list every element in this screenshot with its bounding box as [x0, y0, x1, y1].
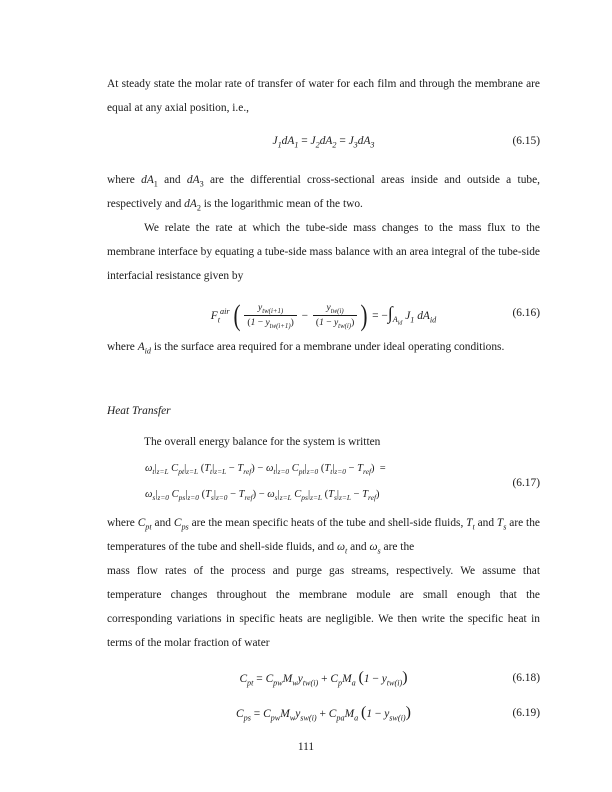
equation-number: (6.18) — [512, 672, 540, 684]
equation-line-2: $\omega_s|_{z=0}$ $C_{ps}|_{z=0}$ $(T_s|_{z=0} - T_{ref}) - \omega_s|_{z=L}$ $C_{ps}|_{z=L}$ $(T_s|_{z=L} - T_{ref})$ — [145, 489, 380, 503]
equation-body: $J_1dA_1 = J_2dA_2 = J_3dA_3$ — [272, 135, 375, 150]
paragraph-molar-fraction: mass flow rates of the process and purge gas streams, respectively. We assume that temperature changes throughout the membrane module are small enough that the corresponding variations in specific heats are negligible. We then write the specific heat in terms of the molar fraction of water — [107, 565, 540, 649]
equation-line-1: $\omega_t|_{z=L}$ $C_{pt}|_{z=L}$ $(T_t|_{z=L} - T_{ref}) - \omega_t|_{z=0}$ $C_{pt}|_{z=0}$ $(T_t|_{z=0} - T_{ref})$ = — [145, 463, 386, 477]
equation-number: (6.17) — [512, 477, 540, 489]
section-heading: Heat Transfer — [107, 405, 171, 417]
equation-6-17 — [107, 460, 540, 510]
equation-number: (6.16) — [512, 307, 540, 319]
paragraph-mass-balance: We relate the rate at which the tube-side mass changes to the mass flux to the membrane interface by equating a tube-side mass balance with an area integral of the tube-side interfacial resistance given by — [107, 222, 540, 282]
paragraph-differential-areas: where $dA_1$ and $dA_3$ are the differential cross-sectional areas inside and outside a tube, respectively and $dA_2$ is the logarithmic mean of the two. — [107, 174, 540, 213]
equation-body: $C_{ps} = C_{pw}M_wy_{sw(i)} + C_{pa}M_a$ $(1 - y_{sw(i)})$ — [236, 704, 411, 723]
equation-number: (6.15) — [512, 135, 540, 147]
paragraph-energy-balance: The overall energy balance for the system is written — [144, 436, 381, 448]
equation-body: $F_t^{air}$ ( $\frac{y_{tw(i+1)}}{(1 - y_{tw(i+1)})}$ − $\frac{y_{tw(i)}}{(1 - y_{tw(i)})}$ ) = $-\int_{A_{id}}$ $J_1$ $dA_{id}$ — [210, 299, 437, 333]
equation-6-16 — [107, 296, 540, 333]
equation-body: $C_{pt} = C_{pw}M_wy_{tw(i)} + C_pM_a$ $(1 - y_{tw(i)})$ — [239, 669, 408, 688]
paragraph-steady-state: At steady state the molar rate of transfer of water for each film and through the membrane are equal at any axial position, i.e., — [107, 78, 540, 114]
paragraph-specific-heats: where $C_{pt}$ and $C_{ps}$ are the mean specific heats of the tube and shell-side fluids, $T_t$ and $T_s$ are the temperatures of the tube and shell-side fluids, and $\omega_t$ and $\omega_s$ are the — [107, 517, 540, 556]
page-number: 111 — [297, 741, 315, 753]
paragraph-ideal-area: where $A_{id}$ is the surface area required for a membrane under ideal operating conditions. — [107, 341, 505, 356]
equation-number: (6.19) — [512, 707, 540, 719]
